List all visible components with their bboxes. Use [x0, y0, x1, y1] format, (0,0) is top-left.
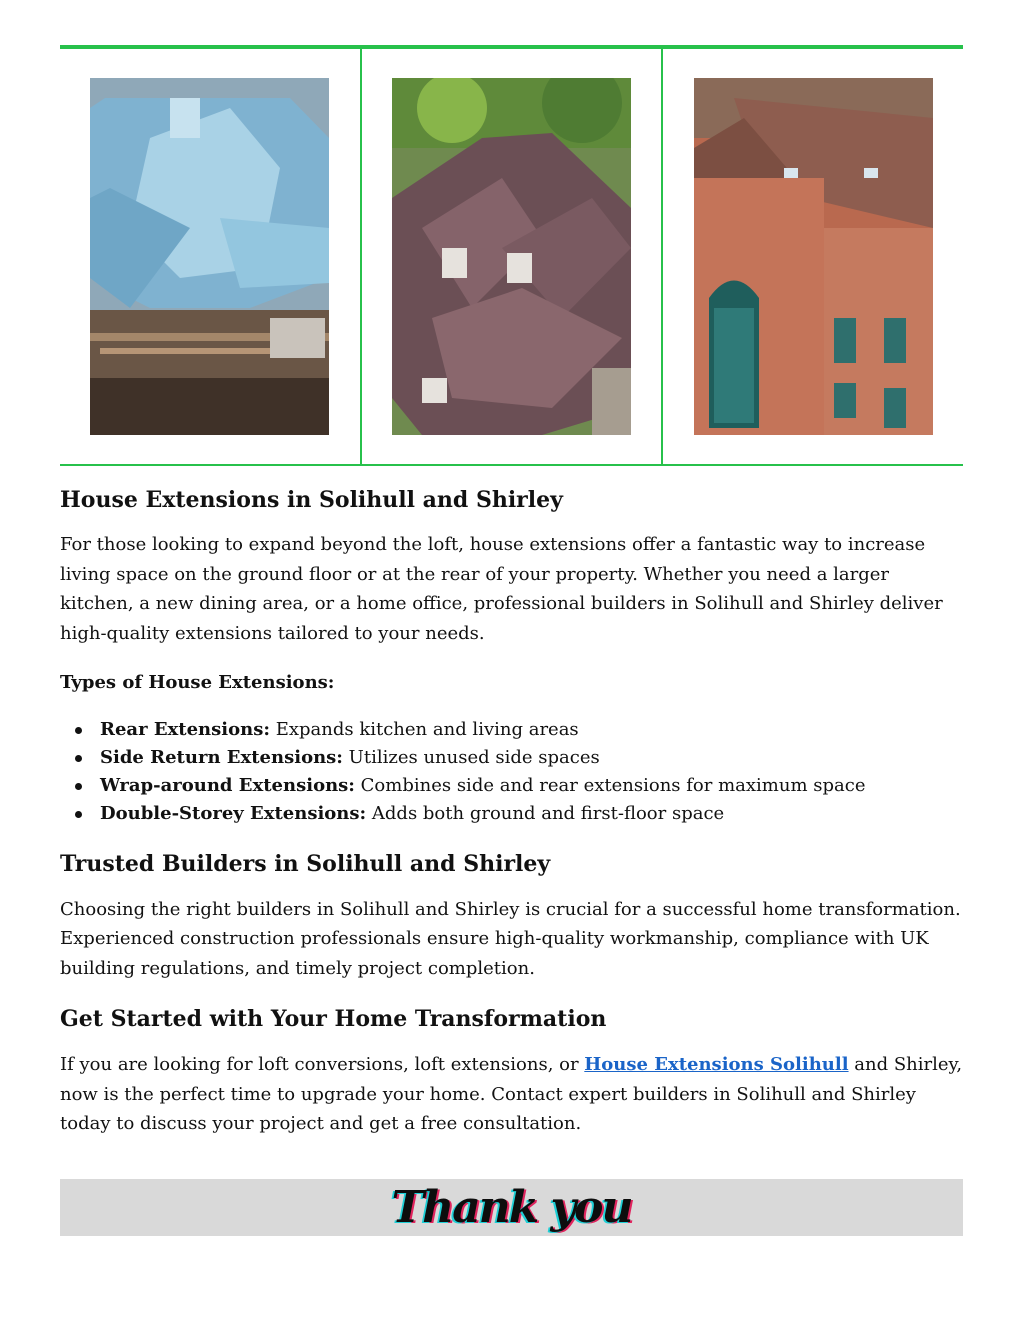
- blue-roof-photo: [90, 78, 329, 435]
- brick-building-photo: [694, 78, 933, 435]
- list-item-text: Expands kitchen and living areas: [269, 718, 579, 740]
- list-item: [60, 716, 963, 744]
- image-gallery: [60, 49, 963, 466]
- thank-you-text: Thank you: [391, 1182, 632, 1233]
- brown-roof-photo: [392, 78, 631, 435]
- paragraph-text-before-link: If you are looking for loft conversions, loft extensions, or: [60, 1054, 585, 1075]
- gallery-cell-1: [60, 49, 360, 464]
- list-item-label: Side Return Extensions:: [100, 746, 343, 768]
- section-heading-extensions: House Extensions in Solihull and Shirley: [60, 487, 563, 513]
- list-item: [60, 800, 963, 828]
- list-item: [60, 772, 963, 800]
- house-extensions-solihull-link[interactable]: House Extensions Solihull: [584, 1054, 849, 1075]
- thank-you-banner: [60, 1179, 963, 1236]
- types-subheading: Types of House Extensions:: [60, 672, 335, 693]
- gallery-cell-2: [360, 49, 662, 464]
- section-paragraph-extensions: For those looking to expand beyond the loft, house extensions offer a fantastic way to increase living space on the ground floor or at the rear of your property. Whether you need a larger kitchen, a new dining area, or a home office, professional builders in Solihull and Shirley deliver high-quality extensions tailored to your needs.: [60, 534, 943, 644]
- article-body: [60, 480, 963, 1139]
- paragraph-text-after-link: and Shirley, now is the perfect time to upgrade your home. Contact expert builders in Solihull and Shirley today to discuss your project and get a free consultation.: [60, 1054, 963, 1134]
- section-heading-builders: Trusted Builders in Solihull and Shirley: [60, 850, 551, 877]
- section-heading-get-started: Get Started with Your Home Transformation: [60, 1006, 607, 1032]
- list-item-label: Wrap-around Extensions:: [100, 774, 355, 796]
- list-item-text: Utilizes unused side spaces: [342, 746, 600, 768]
- extension-types-list: [60, 716, 963, 828]
- gallery-cell-3: [661, 49, 963, 464]
- list-item-text: Adds both ground and first-floor space: [366, 802, 725, 824]
- list-item-text: Combines side and rear extensions for maximum space: [354, 774, 866, 796]
- section-paragraph-builders: Choosing the right builders in Solihull and Shirley is crucial for a successful home transformation. Experienced construction professionals ensure high-quality workmanship, compliance with UK building regulations, and timely project completion.: [60, 898, 961, 979]
- section-paragraph-get-started: [60, 1050, 963, 1139]
- list-item-label: Double-Storey Extensions:: [100, 802, 367, 824]
- list-item-label: Rear Extensions:: [100, 718, 270, 740]
- list-item: [60, 744, 963, 772]
